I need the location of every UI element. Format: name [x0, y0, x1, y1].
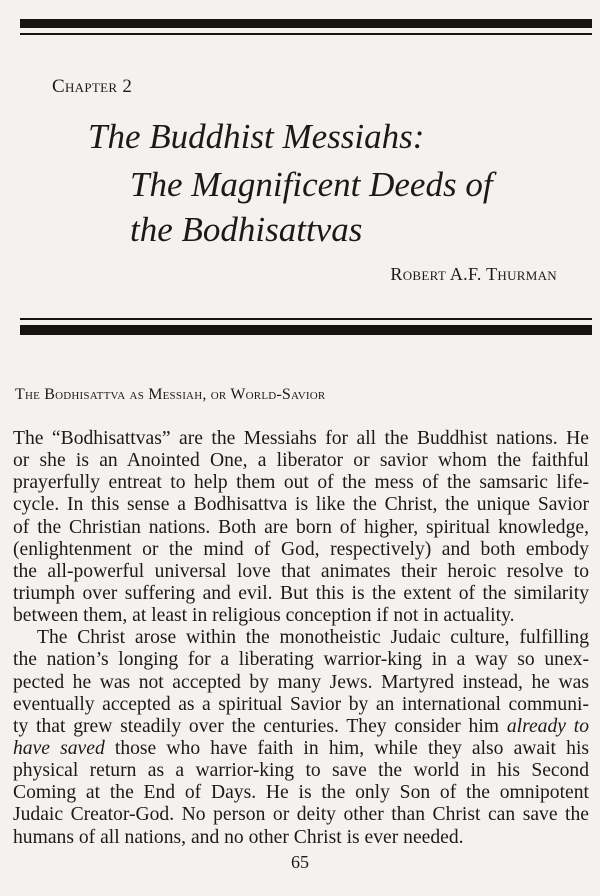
body-line	[13, 738, 589, 760]
body-text	[13, 428, 589, 849]
body-line	[13, 716, 589, 738]
body-line: eventually accepted as a spiritual Savior by an international communi-	[13, 693, 589, 715]
chapter-label: Chapter 2	[52, 76, 133, 97]
bottom-thin-rule	[20, 318, 592, 320]
body-line: of the Christian nations. Both are born of higher, spiritual knowledge,	[13, 516, 589, 538]
top-thick-rule	[20, 19, 592, 28]
body-line: The “Bodhisattvas” are the Messiahs for all the Buddhist nations. He	[13, 428, 589, 449]
body-line: between them, at least in religious conception if not in actuality.	[13, 605, 515, 627]
italic-emphasis: already to	[506, 715, 590, 737]
body-line: physical return as a warrior-king to save the world in his Second	[13, 760, 589, 782]
body-line: humans of all nations, and no other Christ is ever needed.	[13, 826, 464, 848]
body-line: (enlightenment or the mind of God, respectively) and both embody	[13, 538, 589, 560]
chapter-title-line-1: The Buddhist Messiahs:	[88, 117, 425, 156]
section-heading: The Bodhisattva as Messiah, or World-Savior	[15, 386, 326, 403]
chapter-title-line-2: The Magnificent Deeds of	[130, 165, 493, 204]
body-line: triumph over suffering and evil. But this is the extent of the similarity	[13, 582, 589, 604]
body-line: cycle. In this sense a Bodhisattva is like the Christ, the unique Savior	[13, 494, 589, 516]
author-name: Robert A.F. Thurman	[390, 264, 557, 284]
body-text-segment: ty that grew steadily over the centuries. They consider him	[13, 715, 507, 737]
bottom-thick-rule	[20, 325, 592, 335]
chapter-title-line-3: the Bodhisattvas	[130, 210, 363, 249]
body-text-segment: those who have faith in him, while they also await his	[104, 737, 590, 759]
top-thin-rule	[20, 33, 592, 35]
italic-emphasis: have saved	[13, 737, 105, 759]
body-line: Coming at the End of Days. He is the only Son of the omnipotent	[13, 782, 589, 804]
body-line: Judaic Creator-God. No person or deity other than Christ can save the	[13, 804, 589, 826]
body-line: prayerfully entreat to help them out of the mess of the samsaric life-	[13, 472, 589, 494]
body-line: The Christ arose within the monotheistic Judaic culture, fulfilling	[37, 627, 589, 649]
body-line: the all-powerful universal love that animates their heroic resolve to	[13, 560, 589, 582]
body-line: the nation’s longing for a liberating warrior-king in a way so unex-	[13, 649, 589, 671]
body-line: pected he was not accepted by many Jews. Martyred instead, he was	[13, 671, 589, 693]
body-line: or she is an Anointed One, a liberator or savior whom the faithful	[13, 450, 589, 472]
page-number: 65	[291, 852, 309, 872]
